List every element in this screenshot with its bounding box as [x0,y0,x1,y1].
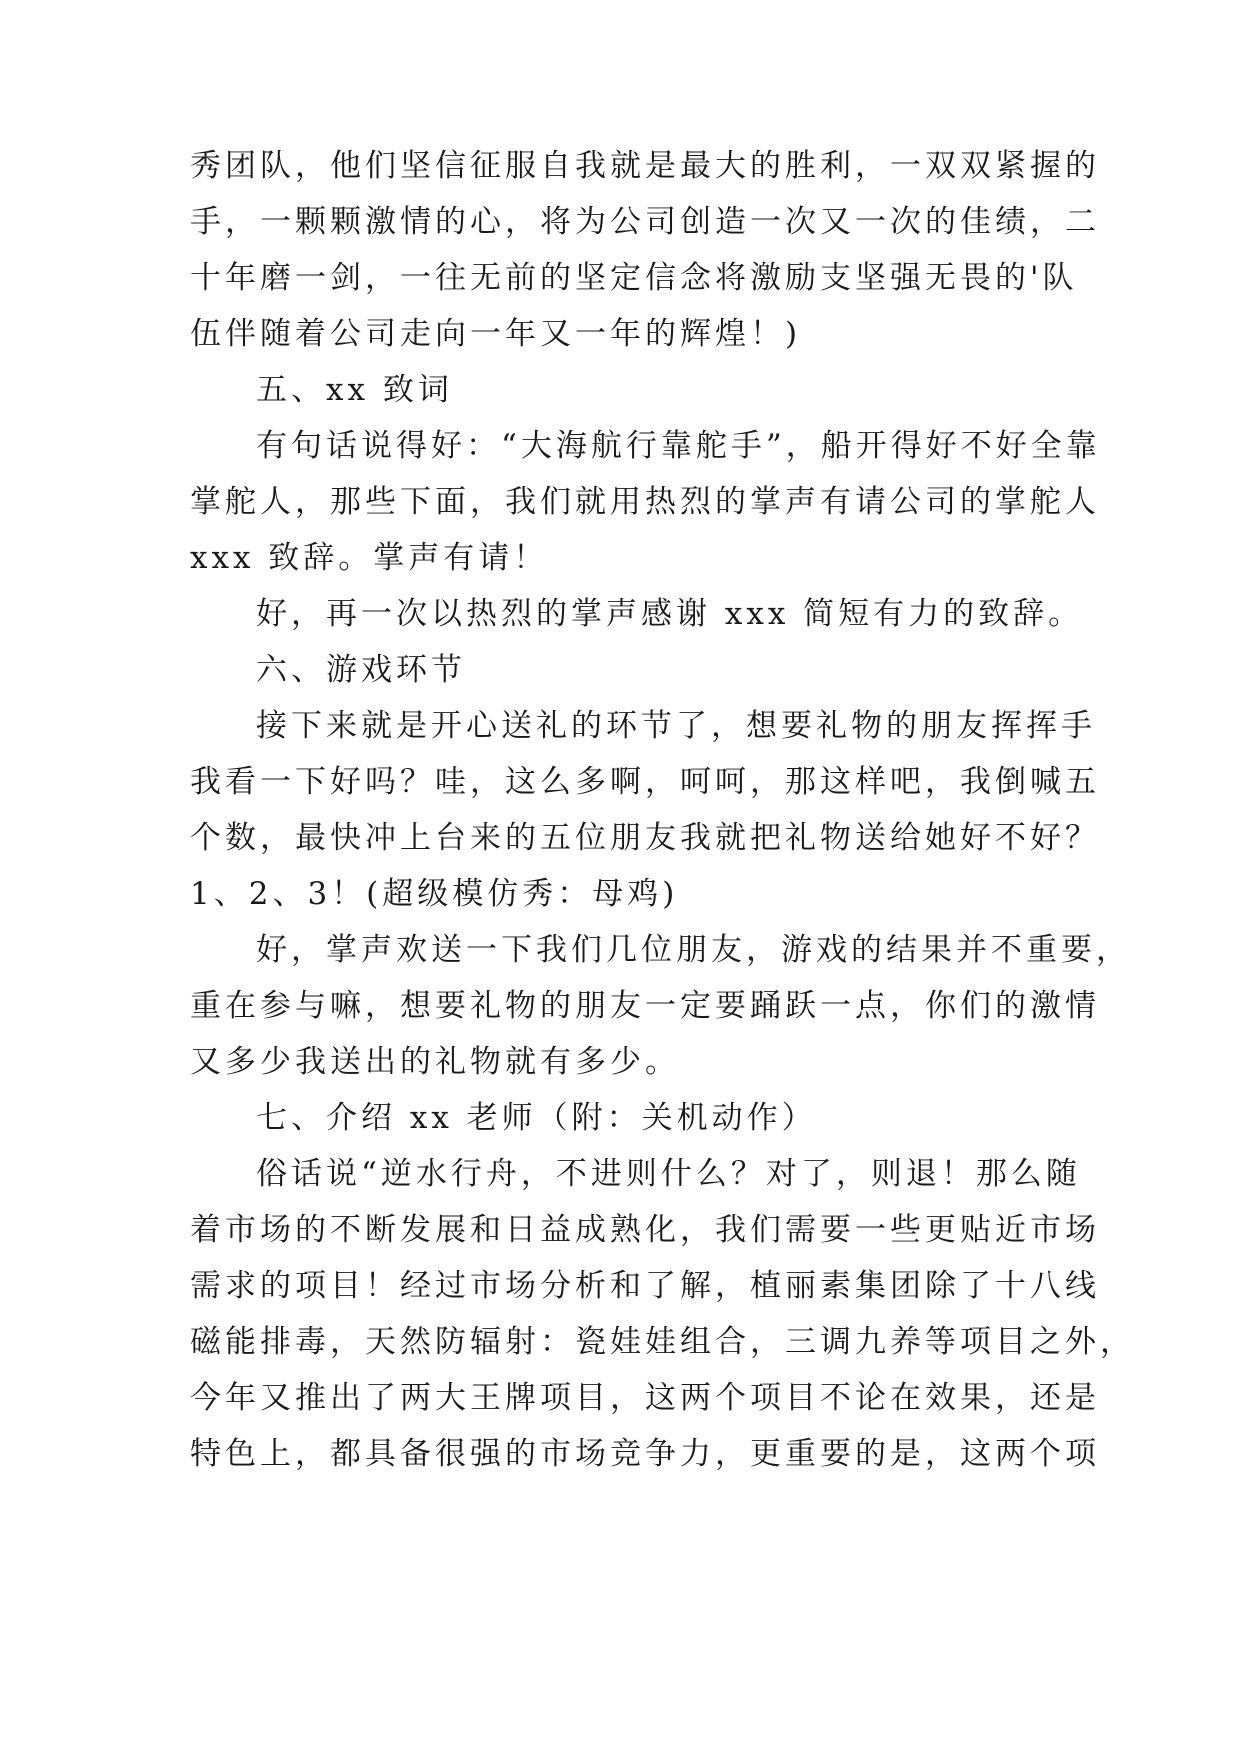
text-line: 伍伴随着公司走向一年又一年的辉煌！) [190,316,802,352]
text-line: 磁能排毒，天然防辐射：瓷娃娃组合，三调九养等项目之外， [190,1324,1135,1360]
text-line: xxx 致辞。掌声有请！ [190,540,549,576]
text-line: 好，再一次以热烈的掌声感谢 xxx 简短有力的致辞。 [256,596,1084,632]
text-line: 需求的项目！经过市场分析和了解，植丽素集团除了十八线 [190,1268,1100,1304]
text-line: 1、2、3！(超级模仿秀：母鸡) [190,876,679,912]
section-heading: 六、游戏环节 [256,652,466,688]
text-line: 掌舵人，那些下面，我们就用热烈的掌声有请公司的掌舵人 [190,484,1100,520]
text-line: 今年又推出了两大王牌项目，这两个项目不论在效果，还是 [190,1380,1100,1416]
text-line: 好，掌声欢送一下我们几位朋友，游戏的结果并不重要， [256,932,1131,968]
text-line: 特色上，都具备很强的市场竞争力，更重要的是，这两个项 [190,1436,1100,1472]
text-line: 我看一下好吗？哇，这么多啊，呵呵，那这样吧，我倒喊五 [190,764,1100,800]
text-line: 有句话说得好：“大海航行靠舵手”，船开得好不好全靠 [256,428,1101,464]
text-line: 着市场的不断发展和日益成熟化，我们需要一些更贴近市场 [190,1212,1100,1248]
text-line: 重在参与嘛，想要礼物的朋友一定要踊跃一点，你们的激情 [190,988,1100,1024]
text-line: 个数，最快冲上台来的五位朋友我就把礼物送给她好不好？ [190,820,1100,856]
text-line: 十年磨一剑，一往无前的坚定信念将激励支坚强无畏的'队 [190,260,1078,296]
text-line: 又多少我送出的礼物就有多少。 [190,1044,680,1080]
section-heading: 五、xx 致词 [256,372,453,408]
section-heading: 七、介绍 xx 老师（附：关机动作） [256,1100,817,1136]
text-line: 手，一颗颗激情的心，将为公司创造一次又一次的佳绩，二 [190,204,1100,240]
text-line: 接下来就是开心送礼的环节了，想要礼物的朋友挥挥手 [256,708,1096,744]
text-line: 俗话说“逆水行舟，不进则什么？对了，则退！那么随 [256,1156,1081,1192]
text-line: 秀团队，他们坚信征服自我就是最大的胜利，一双双紧握的 [190,148,1100,184]
